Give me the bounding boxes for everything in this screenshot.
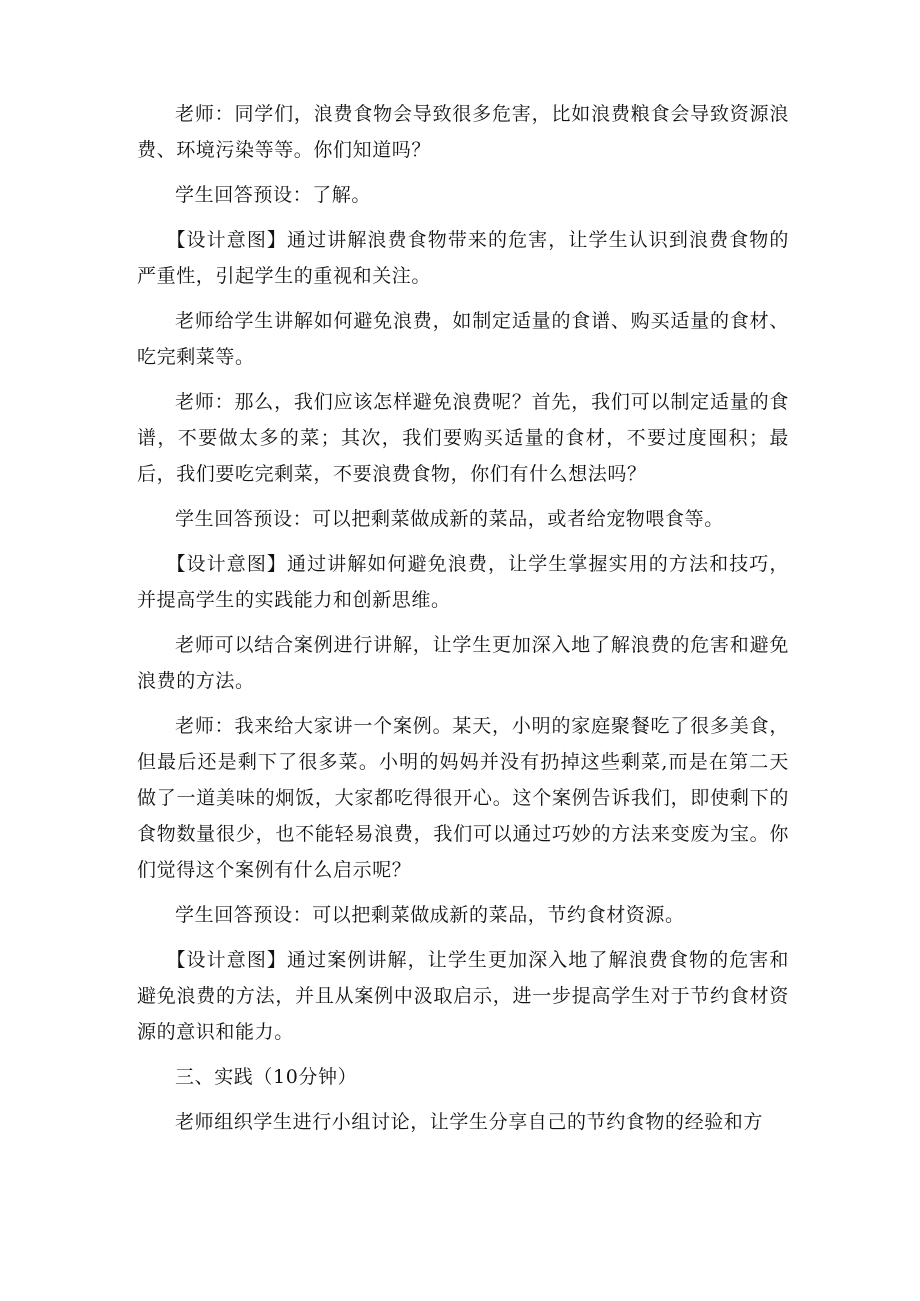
paragraph-student-answer-2: 学生回答预设：可以把剩菜做成新的菜品，或者给宠物喂食等。 <box>175 508 724 530</box>
paragraph-student-answer-3: 学生回答预设：可以把剩菜做成新的菜品，节约食材资源。 <box>175 904 685 926</box>
paragraph-student-answer-1: 学生回答预设：了解。 <box>175 184 372 206</box>
paragraph-design-intent-3: 【设计意图】通过案例讲解，让学生更加深入地了解浪费食物的危害和避免浪费的方法，并且从案例中汲取启示，进一步提高学生对于节约食材资源的意识和能力。 <box>137 949 789 1043</box>
paragraph-design-intent-1: 【设计意图】通过讲解浪费食物带来的危害，让学生认识到浪费食物的严重性，引起学生的重视和关注。 <box>137 229 789 287</box>
document-body <box>137 96 789 1149</box>
paragraph-teacher-avoid: 老师：那么，我们应该怎样避免浪费呢？首先，我们可以制定适量的食谱，不要做太多的菜；其次，我们要购买适量的食材，不要过度囤积；最后，我们要吃完剩菜，不要浪费食物，你们有什么想法吗？ <box>137 391 789 485</box>
paragraph-group-discussion: 老师组织学生进行小组讨论，让学生分享自己的节约食物的经验和方 <box>175 1111 764 1133</box>
paragraph-teacher-explain: 老师给学生讲解如何避免浪费，如制定适量的食谱、购买适量的食材、吃完剩菜等。 <box>137 310 789 368</box>
paragraph-teacher-case: 老师：我来给大家讲一个案例。某天，小明的家庭聚餐吃了很多美食，但最后还是剩下了很多菜。小明的妈妈并没有扔掉这些剩菜,而是在第二天做了一道美味的炯饭，大家都吃得很开心。这个案例告诉我们，即使剩下的食物数量很少，也不能轻易浪费，我们可以通过巧妙的方法来变废为宝。你们觉得这个案例有什么启示呢？ <box>137 715 789 881</box>
paragraph-design-intent-2: 【设计意图】通过讲解如何避免浪费，让学生掌握实用的方法和技巧，并提高学生的实践能力和创新思维。 <box>137 553 789 611</box>
paragraph-teacher-case-intro: 老师可以结合案例进行讲解，让学生更加深入地了解浪费的危害和避免浪费的方法。 <box>137 634 789 692</box>
paragraph-teacher-harm: 老师：同学们，浪费食物会导致很多危害，比如浪费粮食会导致资源浪费、环境污染等等。你们知道吗？ <box>137 103 789 161</box>
section-heading-practice: 三、实践（10分钟） <box>175 1066 358 1088</box>
